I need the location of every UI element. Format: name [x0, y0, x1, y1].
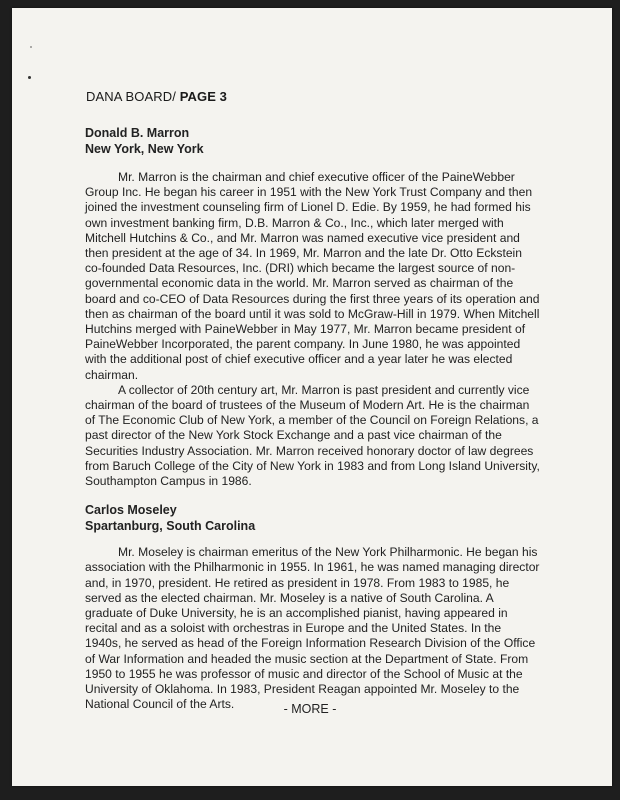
bio-name: Carlos Moseley: [85, 503, 177, 518]
bio-section-moseley: [85, 503, 540, 712]
page-header: [86, 89, 227, 104]
document-body: [85, 126, 540, 713]
header-title: DANA BOARD/: [86, 89, 176, 104]
header-page-label: PAGE 3: [179, 89, 228, 104]
bio-location: New York, New York: [85, 141, 204, 156]
bio-paragraph: Mr. Marron is the chairman and chief executive officer of the PaineWebber Group Inc. He began his career in 1951 with the New York Trust Company and then joined the investment counseling firm of Lionel D. Edie. By 1959, he had formed his own investment banking firm, D.B. Marron & Co., Inc., which later merged with Mitchell Hutchins & Co., and Mr. Marron was named executive vice president and then president at the age of 34. In 1969, Mr. Marron and the late Dr. Otto Eckstein co-founded Data Resources, Inc. (DRI) which became the largest source of non-governmental economic data in the world. Mr. Marron served as chairman of the board and co-CEO of Data Resources during the first three years of its operation and then as chairman of the board until it was sold to McGraw-Hill in 1979. When Mitchell Hutchins merged with PaineWebber in May 1977, Mr. Marron became president of PaineWebber Incorporated, the parent company. In June 1980, he was appointed with the additional post of chief executive officer and a year later he was elected chairman.: [85, 170, 540, 382]
paper-speck: [28, 76, 31, 79]
page-footer: - MORE -: [283, 702, 337, 716]
bio-section-marron: [85, 126, 540, 489]
bio-location: Spartanburg, South Carolina: [85, 518, 256, 533]
bio-paragraph: Mr. Moseley is chairman emeritus of the New York Philharmonic. He began his association with the Philharmonic in 1955. In 1961, he was named managing director and, in 1970, president. He retired as president in 1978. From 1983 to 1985, he served as the elected chairman. Mr. Moseley is a native of South Carolina. A graduate of Duke University, he is an accomplished pianist, having appeared in recital and as a soloist with orchestras in Europe and the United States. In the 1940s, he served as head of the Foreign Information Research Division of the Office of War Information and headed the music section at the Department of State. From 1950 to 1955 he was professor of music and director of the School of Music at the University of Oklahoma. In 1983, President Reagan appointed Mr. Moseley to the National Council of the Arts.: [85, 545, 540, 712]
bio-paragraph: A collector of 20th century art, Mr. Marron is past president and currently vice chairman of the board of trustees of the Museum of Modern Art. He is the chairman of The Economic Club of New York, a member of the Council on Foreign Relations, a past director of the New York Stock Exchange and a past vice chairman of the Securities Industry Association. Mr. Marron received honorary doctor of law degrees from Baruch College of the City of New York in 1983 and from Long Island University, Southampton Campus in 1986.: [85, 382, 540, 489]
bio-name: Donald B. Marron: [85, 126, 190, 140]
paper-speck: [30, 46, 32, 48]
